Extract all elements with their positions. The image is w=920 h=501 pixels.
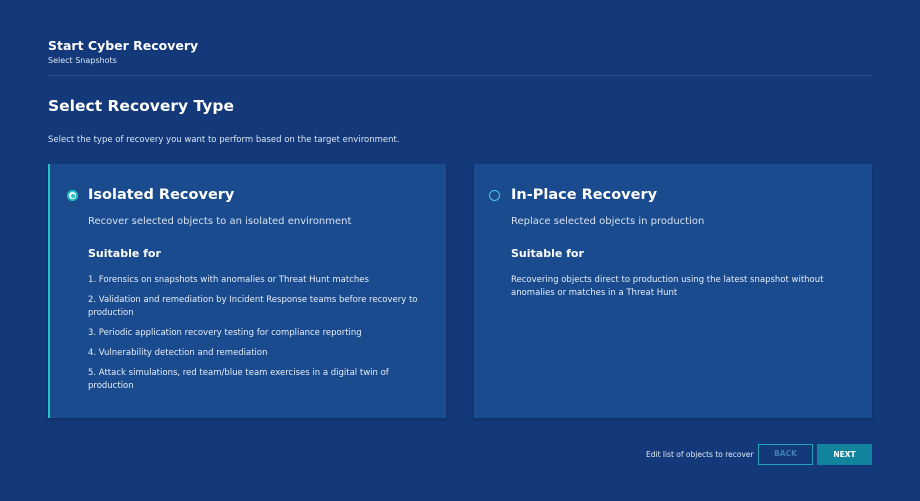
in-place-recovery-content [511, 186, 852, 307]
suitable-for-heading: Suitable for [511, 247, 584, 260]
card-title: In-Place Recovery [511, 187, 658, 203]
card-subtitle: Replace selected objects in production [511, 216, 705, 227]
isolated-recovery-content [88, 186, 426, 400]
edit-objects-link[interactable]: Edit list of objects to recover [646, 450, 754, 459]
wizard-title: Start Cyber Recovery [48, 38, 199, 53]
wizard-step-label: Select Snapshots [48, 56, 117, 65]
isolated-recovery-card[interactable] [48, 164, 446, 418]
suitable-for-list [88, 274, 426, 393]
list-item: 5. Attack simulations, red team/blue team exercises in a digital twin of production [88, 368, 389, 391]
list-item: 2. Validation and remediation by Incident Response teams before recovery to production [88, 295, 418, 318]
card-subtitle: Recover selected objects to an isolated environment [88, 216, 352, 227]
list-item: 4. Vulnerability detection and remediation [88, 348, 268, 358]
next-button[interactable]: NEXT [817, 444, 872, 465]
list-item: 3. Periodic application recovery testing for compliance reporting [88, 328, 362, 338]
suitable-for-heading: Suitable for [88, 247, 161, 260]
back-button[interactable]: BACK [758, 444, 813, 465]
page-description: Select the type of recovery you want to perform based on the target environment. [48, 135, 400, 145]
in-place-recovery-card[interactable] [474, 164, 872, 418]
radio-selected-icon[interactable] [67, 190, 78, 201]
radio-unselected-icon[interactable] [489, 190, 500, 201]
list-item: 1. Forensics on snapshots with anomalies or Threat Hunt matches [88, 275, 369, 285]
card-title: Isolated Recovery [88, 187, 235, 203]
page-title: Select Recovery Type [48, 97, 234, 115]
suitable-for-list [511, 274, 852, 300]
page-header [48, 38, 872, 76]
list-item: Recovering objects direct to production using the latest snapshot without anomalies or matches in a Threat Hunt [511, 275, 824, 298]
